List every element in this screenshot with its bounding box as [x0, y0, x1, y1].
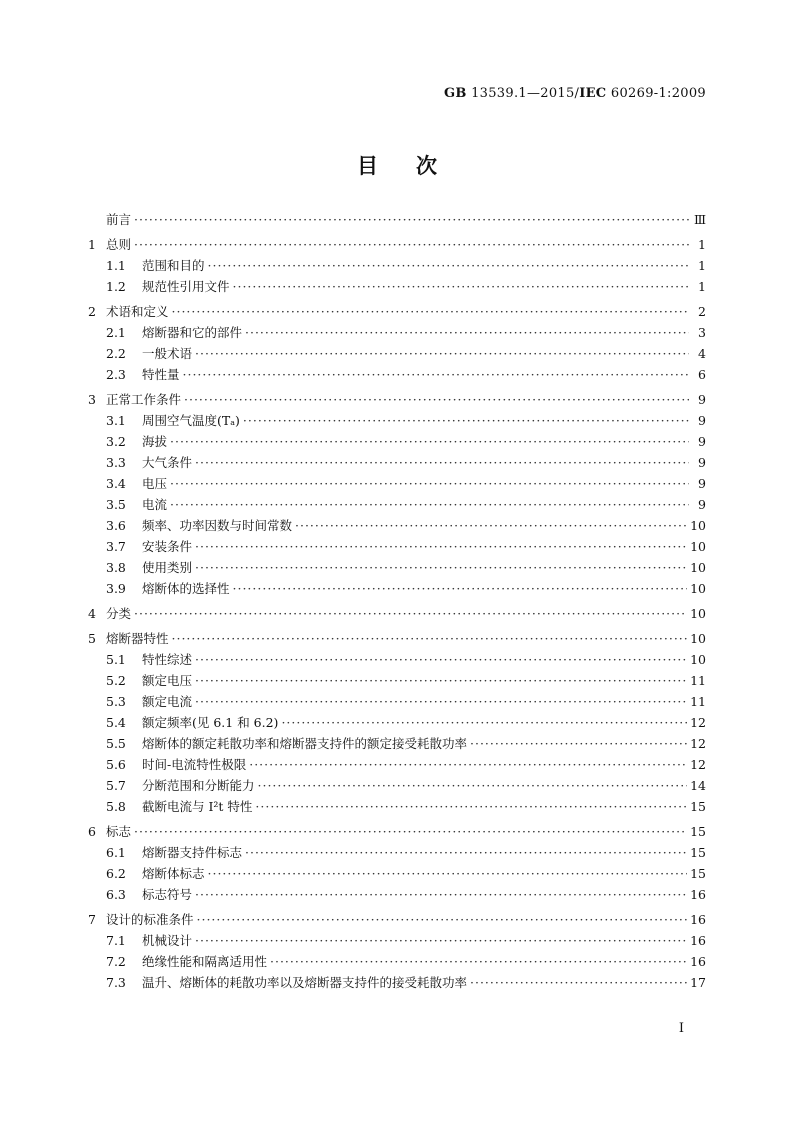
toc-entry-page: 10: [690, 518, 706, 533]
toc-leader-dots: [295, 519, 687, 533]
toc-entry-number: 3.5: [106, 497, 126, 512]
toc-entry-page: 1: [698, 258, 706, 273]
toc-entry[interactable]: [88, 695, 706, 709]
toc-entry-title: 特性综述: [142, 652, 193, 667]
toc-entry-title: 规范性引用文件: [142, 279, 230, 294]
toc-entry-number: 4: [88, 606, 96, 621]
toc-entry-number: 5.8: [106, 799, 126, 814]
toc-entry[interactable]: [88, 326, 706, 340]
toc-entry-number: 2: [88, 304, 96, 319]
toc-entry-page: 9: [698, 434, 706, 449]
toc-leader-dots: [470, 737, 687, 751]
toc-entry[interactable]: [88, 758, 706, 772]
table-of-contents: [88, 213, 706, 990]
toc-entry-page: 15: [690, 824, 706, 839]
toc-entry-title: 机械设计: [142, 933, 193, 948]
toc-entry-title: 熔断体的选择性: [142, 581, 230, 596]
toc-entry-title: 特性量: [142, 367, 180, 382]
toc-entry[interactable]: [88, 238, 706, 252]
toc-leader-dots: [208, 867, 688, 881]
toc-entry-page: 9: [698, 392, 706, 407]
toc-entry[interactable]: [88, 347, 706, 361]
toc-entry-title: 总则: [106, 237, 132, 252]
toc-entry-page: 15: [690, 799, 706, 814]
toc-entry[interactable]: [88, 934, 706, 948]
toc-entry-title: 绝缘性能和隔离适用性: [142, 954, 268, 969]
standard-prefix: GB: [443, 86, 467, 101]
toc-entry-number: 1.2: [106, 279, 126, 294]
toc-entry[interactable]: [88, 519, 706, 533]
toc-entry[interactable]: [88, 414, 706, 428]
toc-entry-title: 设计的标准条件: [106, 912, 194, 927]
toc-entry-page: 15: [690, 845, 706, 860]
toc-entry[interactable]: [88, 280, 706, 294]
toc-entry-page: 12: [690, 736, 706, 751]
page-title: 目次: [357, 153, 475, 178]
toc-entry-title: 熔断器特性: [106, 631, 169, 646]
toc-entry-number: 5.5: [106, 736, 126, 751]
toc-entry-page: 1: [698, 237, 706, 252]
toc-entry[interactable]: [88, 913, 706, 927]
toc-entry-page: 10: [690, 581, 706, 596]
toc-entry[interactable]: [88, 825, 706, 839]
toc-entry-number: 2.3: [106, 367, 126, 382]
toc-entry[interactable]: [88, 561, 706, 575]
standard-number: 13539.1—2015/: [471, 86, 580, 101]
toc-entry-title: 熔断体标志: [142, 866, 205, 881]
toc-entry-page: 16: [690, 912, 706, 927]
iec-number: 60269-1:2009: [610, 86, 706, 101]
toc-entry-title: 分断范围和分断能力: [142, 778, 255, 793]
toc-entry-page: 17: [690, 975, 706, 990]
toc-entry-title: 海拔: [142, 434, 168, 449]
toc-entry-number: 5.2: [106, 673, 126, 688]
toc-entry-number: 3: [88, 392, 96, 407]
toc-entry-page: 2: [698, 304, 706, 319]
toc-entry-number: 7: [88, 912, 96, 927]
toc-entry[interactable]: [88, 498, 706, 512]
toc-entry-title: 安装条件: [142, 539, 193, 554]
toc-entry-title: 一般术语: [142, 346, 193, 361]
toc-entry[interactable]: [88, 955, 706, 969]
toc-entry[interactable]: [88, 305, 706, 319]
toc-entry[interactable]: [88, 976, 706, 990]
toc-entry-title: 标志: [106, 824, 132, 839]
toc-entry-number: 2.1: [106, 325, 126, 340]
toc-entry-title: 标志符号: [142, 887, 193, 902]
toc-leader-dots: [172, 632, 688, 646]
toc-entry-number: 3.4: [106, 476, 126, 491]
toc-entry-title: 术语和定义: [106, 304, 169, 319]
document-header: [444, 86, 706, 101]
toc-entry-number: 5.4: [106, 715, 126, 730]
toc-entry-title: 电压: [142, 476, 168, 491]
toc-entry-page: 3: [698, 325, 706, 340]
toc-leader-dots: [183, 368, 689, 382]
toc-leader-dots: [184, 393, 689, 407]
toc-entry[interactable]: [88, 259, 706, 273]
toc-entry[interactable]: [88, 888, 706, 902]
toc-entry-title: 额定电流: [142, 694, 193, 709]
toc-entry-page: 16: [690, 954, 706, 969]
page-number: I: [678, 1021, 684, 1036]
toc-entry[interactable]: [88, 582, 706, 596]
toc-entry-title: 大气条件: [142, 455, 193, 470]
toc-leader-dots: [258, 779, 688, 793]
toc-entry[interactable]: [88, 779, 706, 793]
toc-entry-title: 熔断器和它的部件: [142, 325, 243, 340]
toc-entry-page: 14: [690, 778, 706, 793]
toc-entry-page: 10: [690, 560, 706, 575]
toc-entry-page: 12: [690, 757, 706, 772]
toc-entry[interactable]: [88, 737, 706, 751]
toc-entry-page: 16: [690, 933, 706, 948]
toc-entry[interactable]: [88, 435, 706, 449]
toc-leader-dots: [208, 259, 689, 273]
toc-leader-dots: [195, 347, 689, 361]
toc-entry[interactable]: [88, 674, 706, 688]
toc-entry-title: 周围空气温度(Tₐ): [142, 413, 240, 428]
toc-entry-page: 16: [690, 887, 706, 902]
iec-prefix: IEC: [579, 86, 607, 101]
toc-entry-number: 7.1: [106, 933, 126, 948]
toc-entry-number: 3.8: [106, 560, 126, 575]
toc-entry-title: 温升、熔断体的耗散功率以及熔断器支持件的接受耗散功率: [142, 975, 468, 990]
toc-leader-dots: [281, 716, 687, 730]
toc-entry-page: 9: [698, 455, 706, 470]
toc-entry-number: 7.3: [106, 975, 126, 990]
toc-entry-number: 6.3: [106, 887, 126, 902]
toc-entry-page: 10: [690, 631, 706, 646]
toc-leader-dots: [195, 653, 687, 667]
toc-leader-dots: [195, 540, 687, 554]
toc-leader-dots: [195, 695, 687, 709]
toc-entry-page: 4: [698, 346, 706, 361]
toc-entry[interactable]: [88, 213, 706, 227]
toc-entry[interactable]: [88, 393, 706, 407]
toc-entry-page: 9: [698, 413, 706, 428]
toc-entry-title: 熔断体的额定耗散功率和熔断器支持件的额定接受耗散功率: [142, 736, 468, 751]
toc-entry-number: 3.1: [106, 413, 126, 428]
toc-entry-page: 9: [698, 476, 706, 491]
toc-entry-page: Ⅲ: [693, 212, 706, 227]
toc-leader-dots: [249, 758, 687, 772]
toc-leader-dots: [245, 326, 689, 340]
toc-leader-dots: [255, 800, 687, 814]
toc-entry-number: 3.2: [106, 434, 126, 449]
toc-entry[interactable]: [88, 867, 706, 881]
toc-entry[interactable]: [88, 540, 706, 554]
toc-entry-title: 前言: [106, 212, 132, 227]
toc-entry-title: 使用类别: [142, 560, 193, 575]
toc-entry[interactable]: [88, 632, 706, 646]
toc-entry-number: 5.6: [106, 757, 126, 772]
toc-entry-number: 3.9: [106, 581, 126, 596]
toc-leader-dots: [470, 976, 687, 990]
toc-leader-dots: [172, 305, 689, 319]
toc-entry[interactable]: [88, 607, 706, 621]
toc-entry-number: 3.7: [106, 539, 126, 554]
toc-entry-page: 11: [690, 673, 706, 688]
toc-leader-dots: [195, 561, 687, 575]
toc-entry-number: 3.6: [106, 518, 126, 533]
toc-entry-title: 范围和目的: [142, 258, 205, 273]
toc-entry-page: 1: [698, 279, 706, 294]
toc-entry-number: 7.2: [106, 954, 126, 969]
toc-leader-dots: [134, 607, 687, 621]
toc-entry-page: 10: [690, 652, 706, 667]
toc-leader-dots: [134, 238, 689, 252]
toc-entry-number: 5.3: [106, 694, 126, 709]
toc-entry[interactable]: [88, 846, 706, 860]
toc-entry-number: 5.1: [106, 652, 126, 667]
toc-leader-dots: [195, 674, 687, 688]
toc-leader-dots: [170, 498, 689, 512]
toc-entry-page: 11: [690, 694, 706, 709]
toc-leader-dots: [197, 913, 688, 927]
toc-entry[interactable]: [88, 368, 706, 382]
toc-entry[interactable]: [88, 800, 706, 814]
toc-entry-page: 6: [698, 367, 706, 382]
toc-entry-title: 时间-电流特性极限: [142, 757, 247, 772]
toc-entry-page: 9: [698, 497, 706, 512]
toc-entry-title: 额定频率(见 6.1 和 6.2): [142, 715, 279, 730]
toc-leader-dots: [245, 846, 687, 860]
toc-entry-number: 6: [88, 824, 96, 839]
toc-leader-dots: [170, 435, 689, 449]
toc-entry-page: 12: [690, 715, 706, 730]
toc-leader-dots: [170, 477, 689, 491]
toc-entry-number: 5: [88, 631, 96, 646]
toc-entry[interactable]: [88, 456, 706, 470]
toc-entry-number: 6.1: [106, 845, 126, 860]
toc-entry-number: 1: [88, 237, 96, 252]
toc-leader-dots: [195, 934, 687, 948]
toc-leader-dots: [134, 825, 687, 839]
toc-entry-title: 截断电流与 I²t 特性: [142, 799, 253, 814]
toc-leader-dots: [195, 456, 689, 470]
toc-leader-dots: [270, 955, 687, 969]
toc-leader-dots: [134, 213, 689, 227]
toc-entry-page: 10: [690, 539, 706, 554]
toc-entry-title: 分类: [106, 606, 132, 621]
toc-entry-title: 电流: [142, 497, 168, 512]
toc-leader-dots: [195, 888, 687, 902]
toc-leader-dots: [233, 280, 689, 294]
toc-entry-number: 1.1: [106, 258, 126, 273]
toc-entry-page: 10: [690, 606, 706, 621]
toc-entry-title: 熔断器支持件标志: [142, 845, 243, 860]
toc-entry[interactable]: [88, 653, 706, 667]
toc-entry-number: 3.3: [106, 455, 126, 470]
toc-entry-title: 频率、功率因数与时间常数: [142, 518, 293, 533]
toc-leader-dots: [243, 414, 689, 428]
toc-entry-number: 5.7: [106, 778, 126, 793]
toc-leader-dots: [233, 582, 688, 596]
toc-entry[interactable]: [88, 716, 706, 730]
toc-entry[interactable]: [88, 477, 706, 491]
toc-entry-page: 15: [690, 866, 706, 881]
toc-entry-number: 6.2: [106, 866, 126, 881]
toc-entry-title: 额定电压: [142, 673, 193, 688]
toc-entry-number: 2.2: [106, 346, 126, 361]
toc-entry-title: 正常工作条件: [106, 392, 182, 407]
